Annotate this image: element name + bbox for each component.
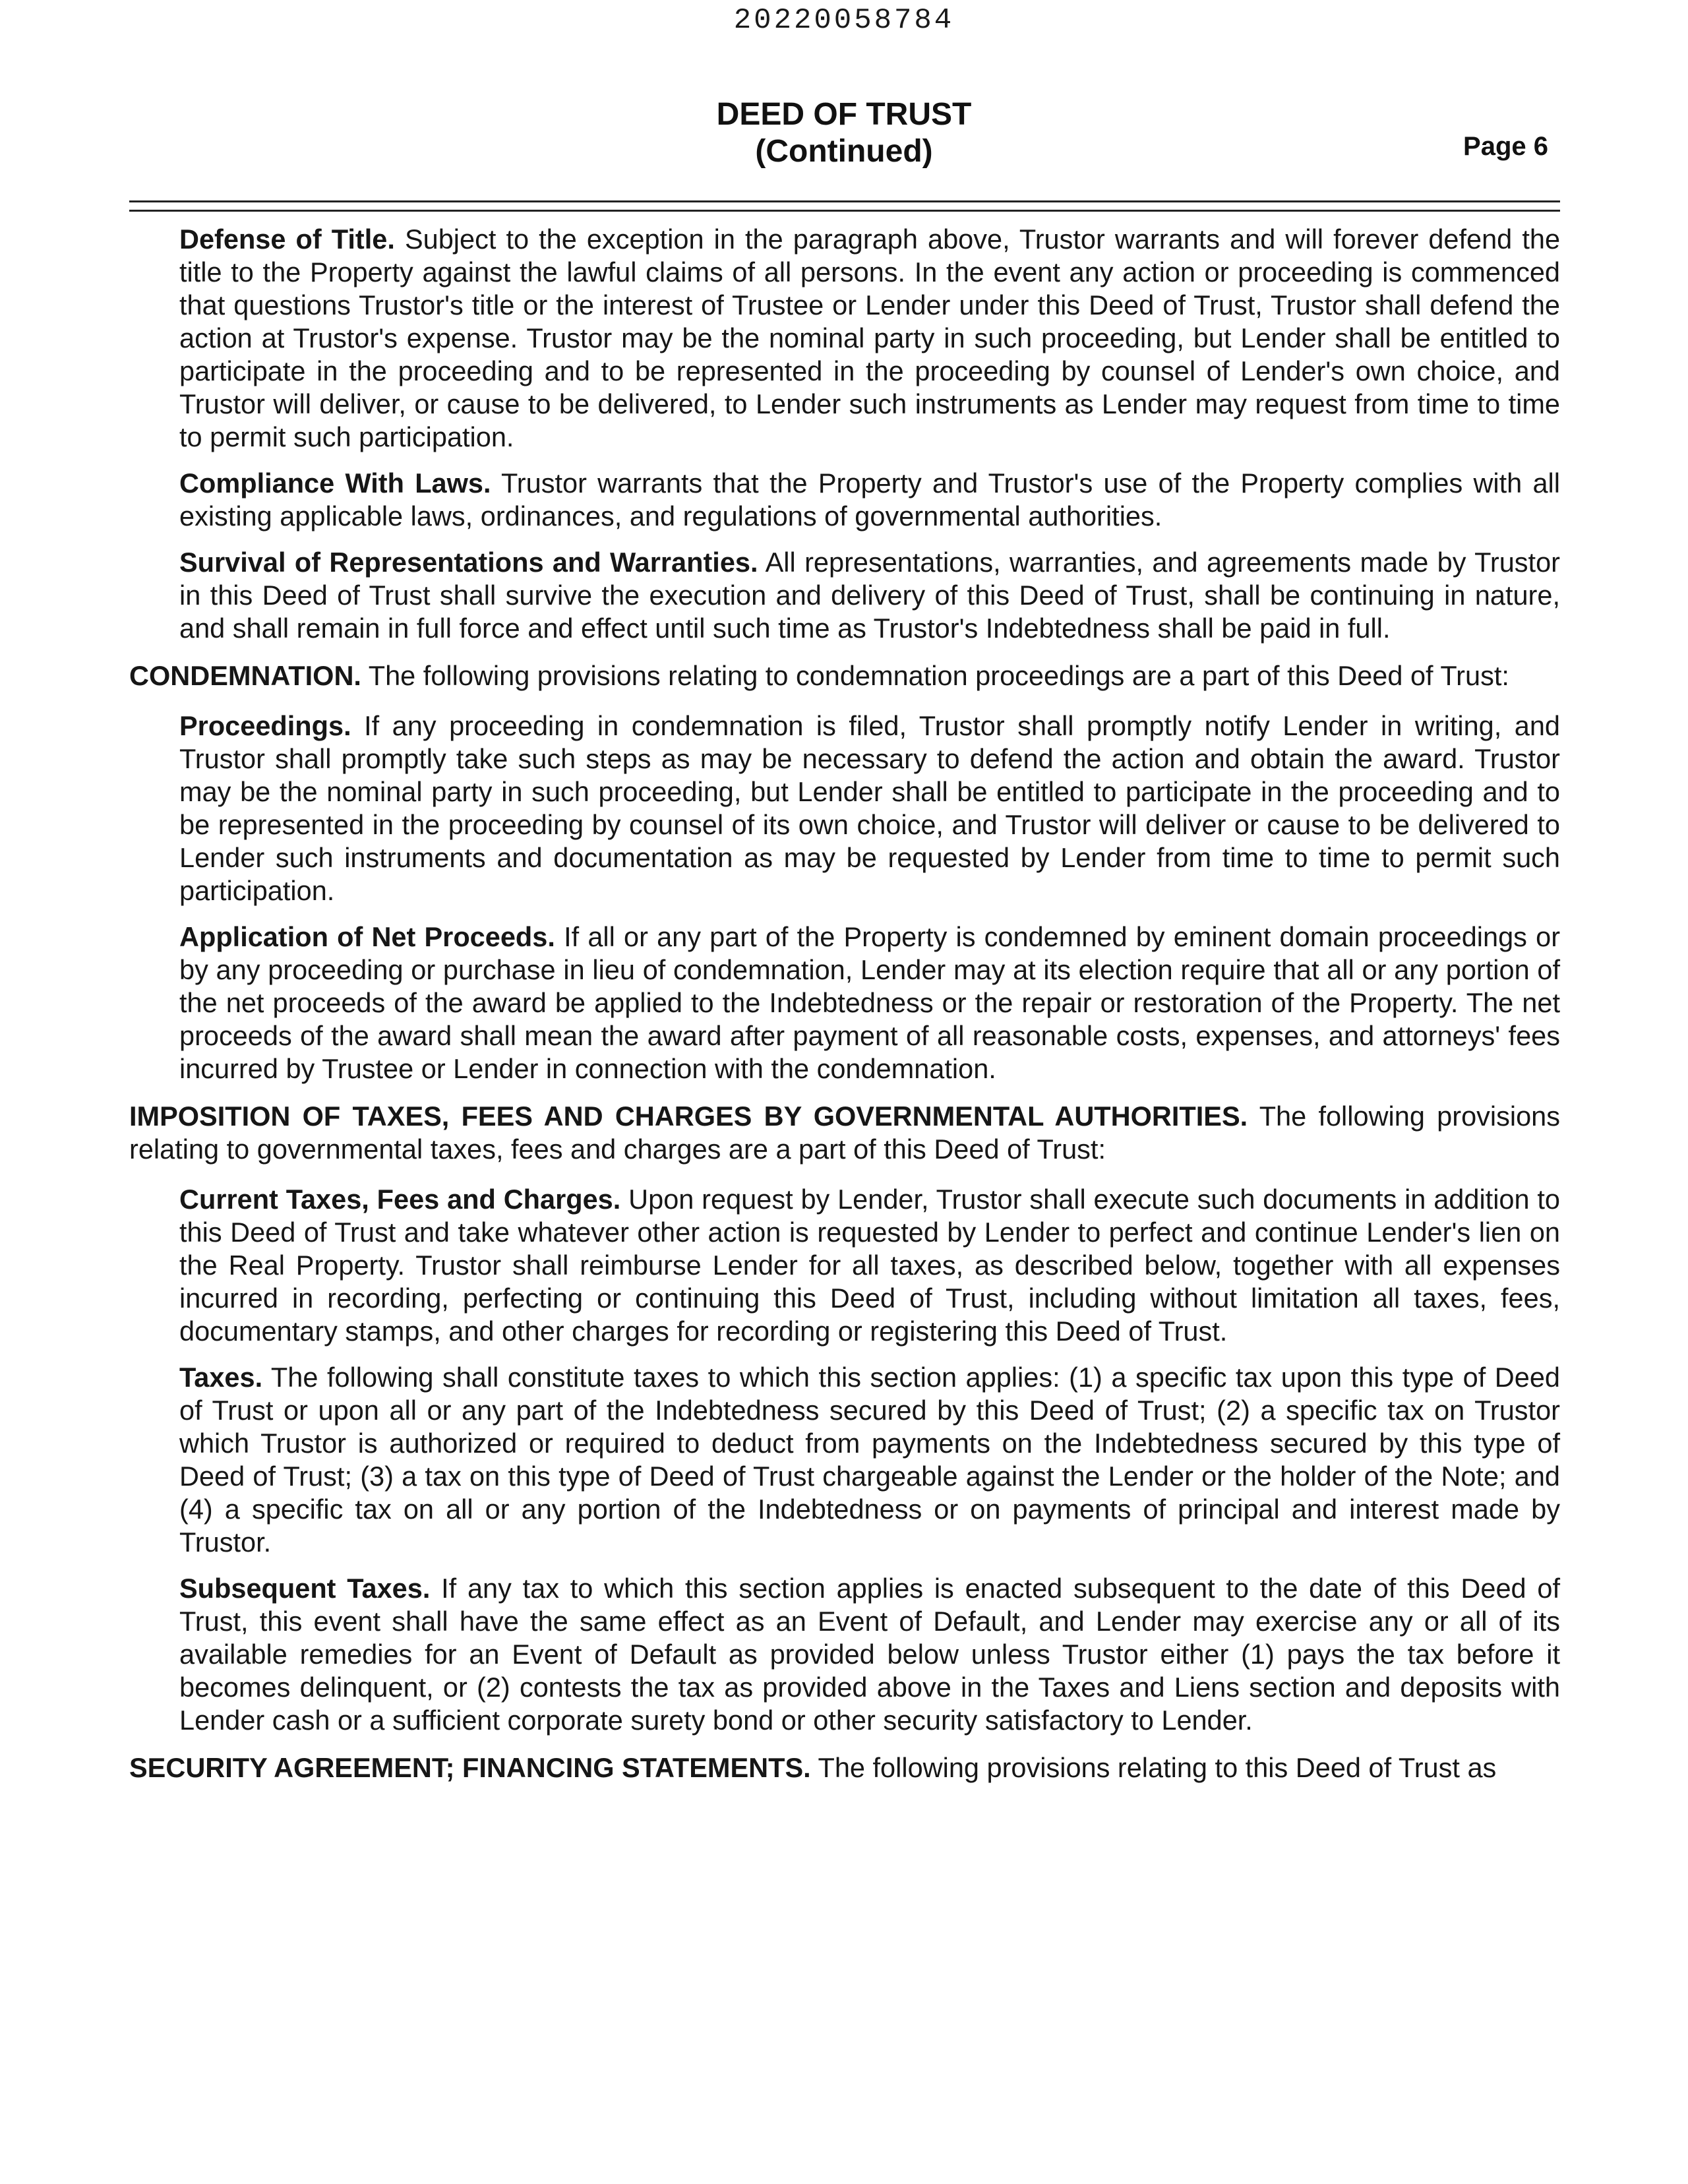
paragraph-heading: Survival of Representations and Warranties. bbox=[179, 547, 758, 578]
section-condemnation bbox=[129, 659, 1560, 692]
paragraph-text: If all or any part of the Property is condemned by eminent domain proceedings or by any proceeding or purchase in lieu of condemnation, Lender may at its election require that all or any portion of the net proceeds of the award be applied to the Indebtedness or the repair or restoration of the Property. The net proceeds of the award shall mean the award after payment of all reasonable costs, expenses, and attorneys' fees incurred by Trustee or Lender in connection with the condemnation. bbox=[179, 921, 1561, 1084]
paragraph-compliance-with-laws bbox=[179, 467, 1560, 533]
paragraph-heading: Compliance With Laws. bbox=[179, 468, 491, 499]
header-divider-top bbox=[129, 200, 1560, 202]
paragraph-survival-of-representations bbox=[179, 546, 1560, 645]
paragraph-text: If any tax to which this section applies is enacted subsequent to the date of this Deed of Trust, this event shall have the same effect as an Event of Default, and Lender may exercise any or all of its available remedies for an Event of Default as provided below unless Trustor either (1) pays the tax before it becomes delinquent, or (2) contests the tax as provided above in the Taxes and Liens section and deposits with Lender cash or a sufficient corporate surety bond or other security satisfactory to Lender. bbox=[179, 1573, 1560, 1736]
section-security-agreement bbox=[129, 1751, 1560, 1784]
section-heading: SECURITY AGREEMENT; FINANCING STATEMENTS. bbox=[129, 1752, 811, 1783]
paragraph-text: If any proceeding in condemnation is filed, Trustor shall promptly notify Lender in writing, and Trustor shall promptly take such steps as may be necessary to defend the action and obtain the award. Trustor may be the nominal party in such proceeding, but Lender shall be entitled to participate in the proceeding and to be represented in the proceeding by counsel of its own choice, and Trustor will deliver or cause to be delivered to Lender such instruments and documentation as may be requested by Lender from time to time to permit such participation. bbox=[179, 710, 1560, 906]
header-divider-bottom bbox=[129, 210, 1560, 212]
paragraph-proceedings bbox=[179, 710, 1560, 907]
section-heading: CONDEMNATION. bbox=[129, 660, 361, 691]
document-number: 20220058784 bbox=[733, 4, 955, 37]
section-imposition-of-taxes bbox=[129, 1100, 1560, 1166]
paragraph-subsequent-taxes bbox=[179, 1572, 1560, 1737]
title-line-2: (Continued) bbox=[755, 134, 933, 169]
paragraph-application-of-net-proceeds bbox=[179, 921, 1560, 1085]
paragraph-heading: Application of Net Proceeds. bbox=[179, 921, 555, 952]
paragraph-text: Upon request by Lender, Trustor shall execute such documents in addition to this Deed of Trust and take whatever other action is requested by Lender to perfect and continue Lender's lien on the Real Property. Trustor shall reimburse Lender for all taxes, as described below, together with all expenses incurred in recording, perfecting or continuing this Deed of Trust, including without limitation all taxes, fees, documentary stamps, and other charges for recording or registering this Deed of Trust. bbox=[179, 1184, 1561, 1347]
paragraph-heading: Proceedings. bbox=[179, 710, 351, 741]
paragraph-defense-of-title bbox=[179, 223, 1560, 454]
paragraph-current-taxes bbox=[179, 1183, 1560, 1348]
paragraph-text: The following shall constitute taxes to which this section applies: (1) a specific tax upon this type of Deed of Trust or upon all or any part of the Indebtedness secured by this Deed of Trust; (2) a specific tax on Trustor which Trustor is authorized or required to deduct from payments on the Indebtedness secured by this type of Deed of Trust; (3) a tax on this type of Deed of Trust chargeable against the Lender or the holder of the Note; and (4) a specific tax on all or any portion of the Indebtedness or on payments of principal and interest made by Trustor. bbox=[179, 1362, 1561, 1558]
paragraph-heading: Defense of Title. bbox=[179, 224, 395, 255]
paragraph-text: Subject to the exception in the paragraph above, Trustor warrants and will forever defend the title to the Property against the lawful claims of all persons. In the event any action or proceeding is commenced that questions Trustor's title or the interest of Trustee or Lender under this Deed of Trust, Trustor shall defend the action at Trustor's expense. Trustor may be the nominal party in such proceeding, but Lender shall be entitled to participate in the proceeding and to be represented in the proceeding by counsel of Lender's own choice, and Trustor will deliver, or cause to be delivered, to Lender such instruments as Lender may request from time to time to permit such participation. bbox=[179, 224, 1561, 452]
title-line-1: DEED OF TRUST bbox=[716, 97, 972, 132]
section-text: The following provisions relating to this Deed of Trust as bbox=[818, 1752, 1497, 1783]
document-body bbox=[129, 223, 1560, 1802]
section-text: The following provisions relating to condemnation proceedings are a part of this Deed of Trust: bbox=[368, 660, 1509, 691]
paragraph-heading: Taxes. bbox=[179, 1362, 263, 1393]
paragraph-text: Trustor warrants that the Property and Trustor's use of the Property complies with all existing applicable laws, ordinances, and regulations of governmental authorities. bbox=[179, 468, 1560, 531]
paragraph-heading: Current Taxes, Fees and Charges. bbox=[179, 1184, 621, 1215]
section-heading: IMPOSITION OF TAXES, FEES AND CHARGES BY GOVERNMENTAL AUTHORITIES. bbox=[129, 1101, 1248, 1132]
section-text: The following provisions relating to governmental taxes, fees and charges are a part of this Deed of Trust: bbox=[129, 1101, 1561, 1165]
paragraph-text: All representations, warranties, and agreements made by Trustor in this Deed of Trust shall survive the execution and delivery of this Deed of Trust, shall be continuing in nature, and shall remain in full force and effect until such time as Trustor's Indebtedness shall be paid in full. bbox=[179, 547, 1560, 644]
page-number: Page 6 bbox=[1463, 132, 1548, 161]
document-title bbox=[646, 96, 1042, 170]
paragraph-heading: Subsequent Taxes. bbox=[179, 1573, 431, 1604]
paragraph-taxes bbox=[179, 1361, 1560, 1559]
